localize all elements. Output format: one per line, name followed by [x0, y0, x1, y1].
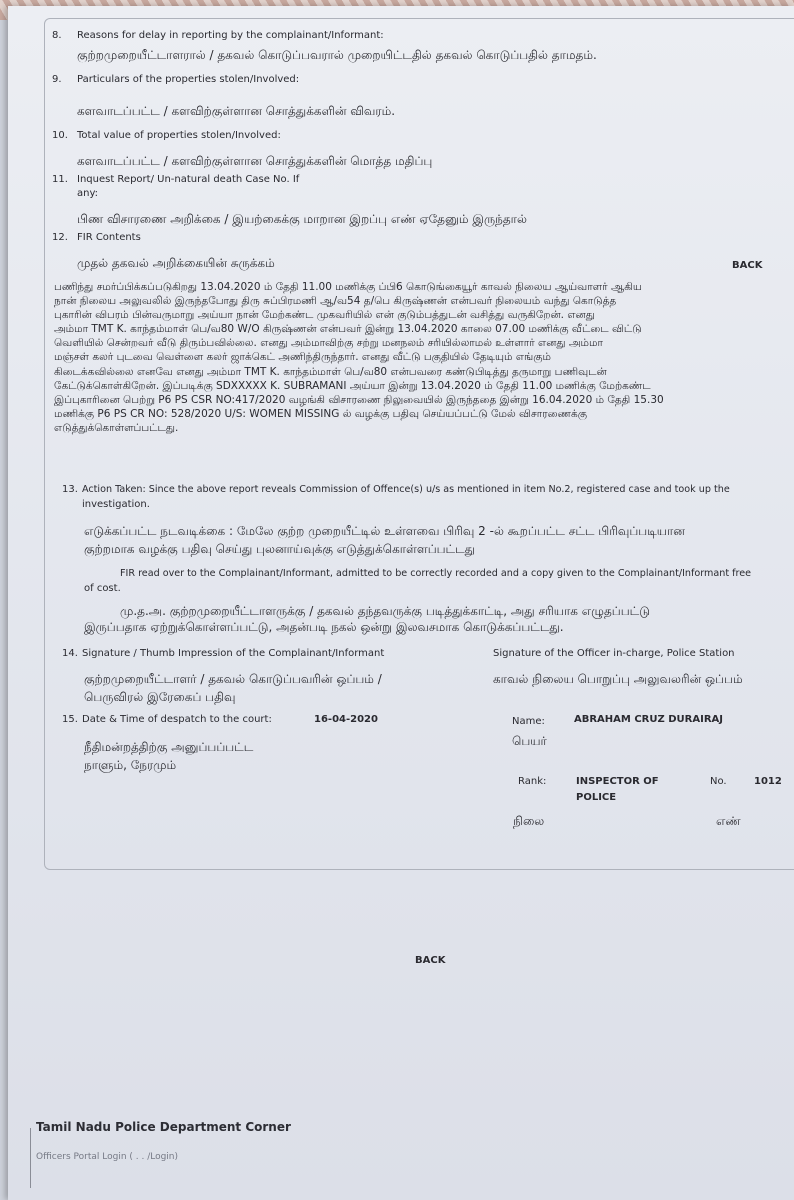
item14-label-ta-line1: குற்றமுறையீட்டாளர் / தகவல் கொடுப்பவரின் ஒப்பம் / [84, 672, 382, 686]
back-button[interactable]: BACK [415, 955, 446, 966]
officers-portal-login-link[interactable]: Officers Portal Login ( . . /Login) [36, 1152, 179, 1162]
item13-number: 13. [62, 484, 78, 495]
item13-action-ta-line2: குற்றமாக வழக்கு பதிவு செய்து புலனாய்வுக்கு எடுத்துக்கொள்ளப்பட்டது [84, 542, 476, 556]
item12-label-ta: முதல் தகவல் அறிக்கையின் சுருக்கம் [77, 256, 275, 270]
item14-number: 14. [62, 648, 78, 659]
item9-label-ta: களவாடப்பட்ட / களவிற்குள்ளான சொத்துக்களின் விவரம். [77, 104, 396, 118]
narrative-line: கேட்டுக்கொள்கிறேன். இப்படிக்கு SDXXXXX K. SUBRAMANI அய்யா இன்று 13.04.2020 ம் தேதி 11.00 மணிக்கு மேற்கண்ட [54, 379, 651, 392]
fir-contents-narrative [54, 280, 664, 435]
item12-back-label: BACK [732, 260, 763, 271]
item10-label-en: Total value of properties stolen/Involved: [77, 130, 281, 141]
item10-label-ta: களவாடப்பட்ட / களவிற்குள்ளான சொத்துக்களின் மொத்த மதிப்பு [77, 154, 433, 168]
item13-label-en-line2: investigation. [82, 499, 150, 510]
fir-readover-en-line1: FIR read over to the Complainant/Informant, admitted to be correctly recorded and a copy given to the Complainant/Informant free [120, 568, 752, 579]
item8-label-ta: குற்றமுறையீட்டாளரால் / தகவல் கொடுப்பவரால் முறையிட்டதில் தகவல் கொடுப்பதில் தாமதம். [77, 48, 597, 62]
fir-readover-ta-line2: இருப்பதாக ஏற்றுக்கொள்ளப்பட்டு, அதன்படி நகல் ஒன்று இலவசமாக கொடுக்கப்பட்டது. [84, 620, 564, 634]
item11-label-ta: பிண விசாரணை அறிக்கை / இயற்கைக்கு மாறான இறப்பு எண் ஏதேனும் இருந்தால் [77, 212, 527, 226]
footer-divider [30, 1128, 31, 1188]
fir-readover-en-line2: of cost. [84, 583, 121, 594]
item13-action-ta-line1: எடுக்கப்பட்ட நடவடிக்கை : மேலே குற்ற முறையீட்டில் உள்ளவை பிரிவு 2 -ல் கூறப்பட்ட சட்ட பிரிவுப்படியான [84, 524, 685, 538]
footer-title: Tamil Nadu Police Department Corner [36, 1120, 291, 1134]
narrative-line: பணிந்து சமர்ப்பிக்கப்படுகிறது 13.04.2020 ம் தேதி 11.00 மணிக்கு ப்பி6 கொடுங்கையூர் காவல் நிலைய ஆய்வாளர் ஆகிய [54, 281, 642, 293]
narrative-line: நான் நிலைய அலுவலில் இருந்தபோது திரு சுப்பிரமணி ஆ/வ54 த/பெ கிருஷ்ணன் என்பவர் நிலையம் வந்து கொடுத்த [54, 295, 617, 308]
item8-number: 8. [52, 30, 62, 41]
item15-label-ta-line1: நீதிமன்றத்திற்கு அனுப்பப்பட்ட [84, 740, 254, 754]
narrative-line: அம்மா TMT K. காந்தம்மாள் பெ/வ80 W/O கிருஷ்ணன் என்பவர் இன்று 13.04.2020 காலை 07.00 மணிக்கு வீட்டை விட்டு [54, 323, 642, 336]
officer-name-value: ABRAHAM CRUZ DURAIRAJ [574, 714, 723, 725]
item14-label-ta-line2: பெருவிரல் இரேகைப் பதிவு [84, 690, 236, 704]
item15-label-ta-line2: நாளும், நேரமும் [84, 758, 177, 772]
item9-number: 9. [52, 74, 62, 85]
narrative-line: புகாரின் விபரம் பின்வருமாறு அய்யா நான் மேற்கண்ட முகவரியில் என் குடும்பத்துடன் வசித்து வருகிறேன். எனது [54, 309, 595, 322]
officer-signature-label-en: Signature of the Officer in-charge, Police Station [493, 648, 735, 659]
document-sheet [8, 6, 794, 1200]
item11-number: 11. [52, 174, 68, 185]
fir-readover-ta-line1: மு.த.அ. குற்றமுறையீட்டாளருக்கு / தகவல் தந்தவருக்கு படித்துக்காட்டி, அது சரியாக எழுதப்பட்டு [120, 604, 650, 618]
narrative-line: எடுத்துக்கொள்ளப்பட்டது. [54, 421, 179, 434]
officer-number-label: No. [710, 776, 727, 787]
narrative-line: கிடைக்கவில்லை எனவே எனது அம்மா TMT K. காந்தம்மாள் பெ/வ80 என்பவரை கண்டுபிடித்து தருமாறு பணிவுடன் [54, 365, 607, 378]
item13-label-en-line1: Action Taken: Since the above report reveals Commission of Offence(s) u/s as mentioned in item No.2, registered case and took up the [82, 484, 730, 495]
officer-rank-label: Rank: [518, 776, 547, 787]
narrative-line: மணிக்கு P6 PS CR NO: 528/2020 U/S: WOMEN MISSING ல் வழக்கு பதிவு செய்யப்பட்டு மேல் விசாரணைக்கு [54, 407, 587, 420]
officer-rank-label-ta: நிலை [513, 814, 545, 828]
narrative-line: வெளியில் சென்றவர் வீடு திரும்பவில்லை. எனது அம்மாவிற்கு சற்று மனநலம் சரியில்லாமல் உள்ளார் எனது அம்மா [54, 337, 603, 350]
item9-label-en: Particulars of the properties stolen/Involved: [77, 74, 300, 85]
narrative-line: மஞ்சள் கலர் புடவை வெள்ளை கலர் ஜாக்கெட் அணிந்திருந்தார். எனது வீட்டு பகுதியில் தேடியும் எங்கும் [54, 351, 551, 364]
item10-number: 10. [52, 130, 68, 141]
despatch-date-value: 16-04-2020 [314, 714, 378, 725]
item12-label-en: FIR Contents [77, 232, 141, 243]
item15-number: 15. [62, 714, 78, 725]
item12-number: 12. [52, 232, 68, 243]
officer-name-label-ta: பெயர் [512, 734, 547, 748]
officer-rank-value-line1: INSPECTOR OF [576, 776, 659, 787]
officer-name-label: Name: [512, 716, 545, 727]
officer-signature-label-ta: காவல் நிலைய பொறுப்பு அலுவலரின் ஒப்பம் [493, 672, 743, 686]
officer-rank-value-line2: POLICE [576, 792, 617, 803]
item11-label-en-line1: Inquest Report/ Un-natural death Case No. If [77, 174, 300, 185]
item15-label-en: Date & Time of despatch to the court: [82, 714, 272, 725]
item11-label-en-line2: any: [77, 188, 99, 199]
officer-number-value: 1012 [754, 776, 782, 787]
item8-label-en: Reasons for delay in reporting by the complainant/Informant: [77, 30, 384, 41]
item14-label-en: Signature / Thumb Impression of the Complainant/Informant [82, 648, 385, 659]
officer-number-label-ta: எண் [716, 814, 741, 828]
narrative-line: இப்புகாரினை பெற்று P6 PS CSR NO:417/2020 வழங்கி விசாரணை நிலுவையில் இருந்ததை இன்று 16.04.2020 ம் தேதி 15.30 [54, 393, 664, 406]
